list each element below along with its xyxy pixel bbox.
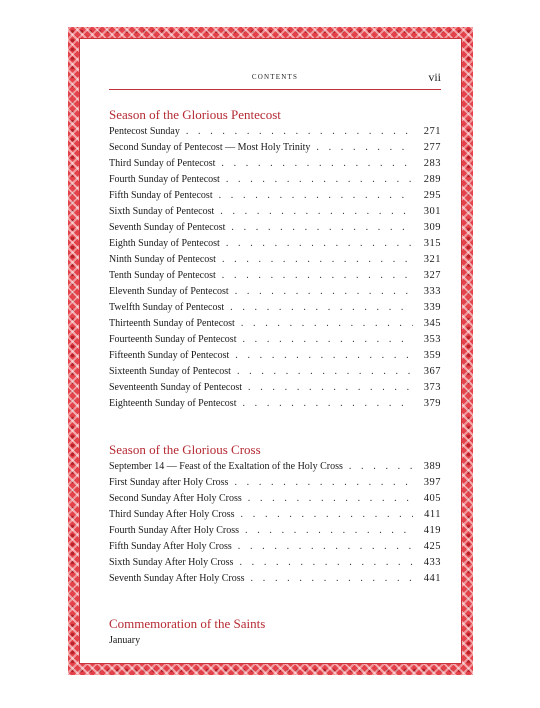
toc-entry-title: Seventh Sunday of Pentecost xyxy=(109,222,226,233)
dot-leader xyxy=(221,156,413,172)
toc-entry-page: 405 xyxy=(423,493,441,504)
toc-entry[interactable] xyxy=(109,124,441,140)
toc-entry[interactable] xyxy=(109,459,441,475)
page-content xyxy=(80,39,461,663)
toc-entry-title: Fourth Sunday of Pentecost xyxy=(109,174,220,185)
toc-entry-page: 271 xyxy=(423,126,441,137)
toc-entry-page: 433 xyxy=(423,557,441,568)
dot-leader xyxy=(241,316,413,332)
toc-entry-title: Ninth Sunday of Pentecost xyxy=(109,254,216,265)
toc-entry[interactable] xyxy=(109,539,441,555)
toc-entry-title: Eleventh Sunday of Pentecost xyxy=(109,286,229,297)
toc-entry-title: Sixteenth Sunday of Pentecost xyxy=(109,366,231,377)
toc-entry[interactable] xyxy=(109,523,441,539)
toc-entry[interactable] xyxy=(109,156,441,172)
toc-entry-title: Third Sunday After Holy Cross xyxy=(109,509,235,520)
toc-entry[interactable] xyxy=(109,284,441,300)
dot-leader xyxy=(230,300,413,316)
dot-leader xyxy=(248,380,413,396)
toc-entry-title: Fourth Sunday After Holy Cross xyxy=(109,525,239,536)
dot-leader xyxy=(235,348,413,364)
toc-entry-title: Twelfth Sunday of Pentecost xyxy=(109,302,225,313)
saints-month-january[interactable]: January xyxy=(109,635,141,646)
toc-entry-page: 333 xyxy=(423,286,441,297)
dot-leader xyxy=(219,188,413,204)
toc-entry[interactable] xyxy=(109,571,441,587)
toc-entry-title: Second Sunday of Pentecost — Most Holy Trinity xyxy=(109,142,311,153)
dot-leader xyxy=(222,252,413,268)
toc-entry[interactable] xyxy=(109,300,441,316)
dot-leader xyxy=(222,268,413,284)
dot-leader xyxy=(251,571,413,587)
dot-leader xyxy=(220,204,413,220)
dot-leader xyxy=(316,140,413,156)
dot-leader xyxy=(234,475,413,491)
toc-entry[interactable] xyxy=(109,348,441,364)
toc-entry-page: 277 xyxy=(423,142,441,153)
toc-entry-title: Sixth Sunday After Holy Cross xyxy=(109,557,234,568)
toc-entry[interactable] xyxy=(109,316,441,332)
toc-entry-title: Eighth Sunday of Pentecost xyxy=(109,238,220,249)
dot-leader xyxy=(226,236,413,252)
toc-entry[interactable] xyxy=(109,380,441,396)
dot-leader xyxy=(242,332,413,348)
toc-entry-page: 295 xyxy=(423,190,441,201)
toc-entry[interactable] xyxy=(109,172,441,188)
dot-leader xyxy=(245,523,413,539)
toc-entry-title: Seventh Sunday After Holy Cross xyxy=(109,573,245,584)
toc-entry-page: 339 xyxy=(423,302,441,313)
toc-entry-page: 425 xyxy=(423,541,441,552)
toc-entry-title: Fifteenth Sunday of Pentecost xyxy=(109,350,230,361)
toc-entry[interactable] xyxy=(109,252,441,268)
section-heading-pentecost: Season of the Glorious Pentecost xyxy=(109,107,281,122)
toc-entry-page: 353 xyxy=(423,334,441,345)
toc-entry[interactable] xyxy=(109,236,441,252)
toc-entry[interactable] xyxy=(109,268,441,284)
toc-entry-title: Fifth Sunday After Holy Cross xyxy=(109,541,232,552)
decorative-border-frame xyxy=(68,27,473,675)
toc-entry-title: Eighteenth Sunday of Pentecost xyxy=(109,398,237,409)
toc-entry-page: 397 xyxy=(423,477,441,488)
dot-leader xyxy=(242,396,413,412)
toc-entry-page: 327 xyxy=(423,270,441,281)
running-head-title: contents xyxy=(251,72,299,82)
toc-entry[interactable] xyxy=(109,140,441,156)
toc-entry[interactable] xyxy=(109,491,441,507)
section-heading-cross: Season of the Glorious Cross xyxy=(109,442,261,457)
toc-list-cross xyxy=(109,459,441,587)
toc-entry-title: Thirteenth Sunday of Pentecost xyxy=(109,318,235,329)
toc-entry[interactable] xyxy=(109,204,441,220)
dot-leader xyxy=(241,507,413,523)
toc-entry-title: Third Sunday of Pentecost xyxy=(109,158,216,169)
toc-entry-title: First Sunday after Holy Cross xyxy=(109,477,229,488)
section-heading-saints: Commemoration of the Saints xyxy=(109,616,266,631)
dot-leader xyxy=(231,220,413,236)
dot-leader xyxy=(238,539,413,555)
dot-leader xyxy=(226,172,413,188)
dot-leader xyxy=(239,555,413,571)
toc-entry-title: Fifth Sunday of Pentecost xyxy=(109,190,213,201)
running-head xyxy=(109,71,441,90)
dot-leader xyxy=(235,284,413,300)
toc-entry-title: Pentecost Sunday xyxy=(109,126,180,137)
toc-entry-page: 419 xyxy=(423,525,441,536)
toc-entry-page: 345 xyxy=(423,318,441,329)
toc-entry[interactable] xyxy=(109,332,441,348)
toc-entry[interactable] xyxy=(109,220,441,236)
toc-entry[interactable] xyxy=(109,507,441,523)
page-number: vii xyxy=(428,70,441,84)
toc-entry-page: 321 xyxy=(423,254,441,265)
toc-entry-title: Seventeenth Sunday of Pentecost xyxy=(109,382,243,393)
toc-entry-title: Second Sunday After Holy Cross xyxy=(109,493,242,504)
toc-entry-page: 389 xyxy=(423,461,441,472)
toc-entry-page: 359 xyxy=(423,350,441,361)
toc-entry-page: 301 xyxy=(423,206,441,217)
toc-entry-page: 379 xyxy=(423,398,441,409)
toc-entry-page: 367 xyxy=(423,366,441,377)
toc-entry-page: 309 xyxy=(423,222,441,233)
toc-entry[interactable] xyxy=(109,188,441,204)
toc-entry-page: 411 xyxy=(424,509,441,520)
toc-entry-page: 373 xyxy=(423,382,441,393)
toc-entry[interactable] xyxy=(109,364,441,380)
dot-leader xyxy=(248,491,413,507)
dot-leader xyxy=(186,124,413,140)
toc-entry-page: 289 xyxy=(423,174,441,185)
toc-entry-title: Fourteenth Sunday of Pentecost xyxy=(109,334,237,345)
dot-leader xyxy=(237,364,413,380)
toc-entry-title: September 14 — Feast of the Exaltation of the Holy Cross xyxy=(109,461,343,472)
toc-list-pentecost xyxy=(109,124,441,412)
dot-leader xyxy=(349,459,413,475)
toc-entry-page: 315 xyxy=(423,238,441,249)
toc-entry[interactable] xyxy=(109,396,441,412)
toc-entry-page: 283 xyxy=(423,158,441,169)
toc-entry-title: Sixth Sunday of Pentecost xyxy=(109,206,215,217)
toc-entry[interactable] xyxy=(109,555,441,571)
toc-entry-title: Tenth Sunday of Pentecost xyxy=(109,270,216,281)
toc-entry-page: 441 xyxy=(423,573,441,584)
toc-entry[interactable] xyxy=(109,475,441,491)
